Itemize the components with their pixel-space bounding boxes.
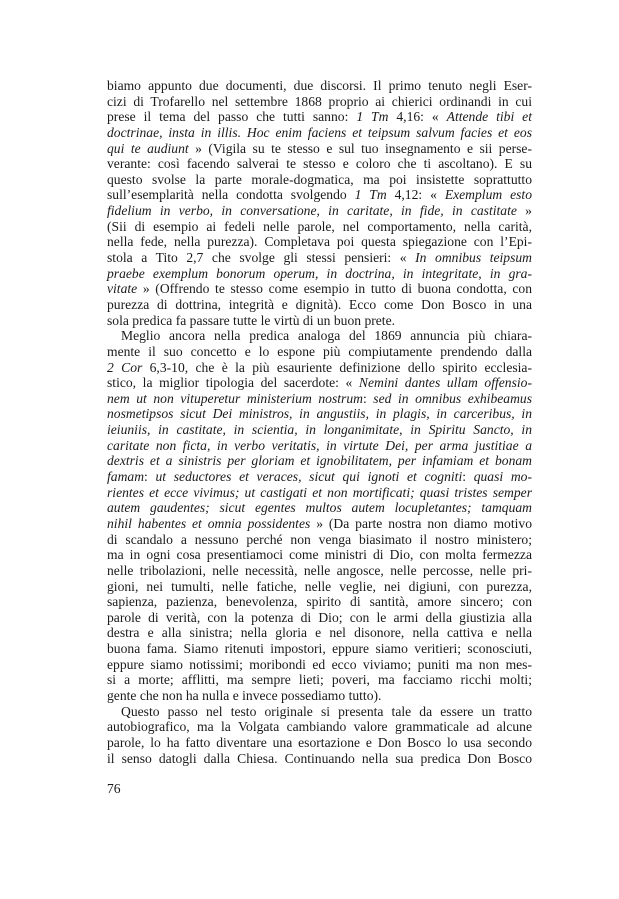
text-segment: » (Da parte nostra non diamo motivo bbox=[310, 515, 532, 531]
italic-quote-segment: rientes et ecce vivimus; ut castigati et non mortificati; quasi tristes semper bbox=[107, 484, 532, 500]
text-segment: sola predica fa passare tutte le virtù di un buon prete. bbox=[107, 312, 396, 328]
text-segment: biamo appunto due documenti, due discorsi. Il primo tenuto negli Eser- bbox=[107, 78, 532, 93]
page-number: 76 bbox=[107, 781, 121, 796]
text-segment: » (Offrendo te stesso come esempio in tutto di buona condotta, con bbox=[137, 281, 532, 297]
text-segment: Meglio ancora nella predica analoga del 1869 annuncia più chiara- bbox=[121, 328, 532, 344]
text-segment: cizi di Trofarello nel settembre 1868 proprio ai chierici ordinandi in cui bbox=[107, 93, 532, 109]
text-line bbox=[107, 579, 532, 595]
italic-quote-segment: famam bbox=[107, 469, 145, 485]
text-line bbox=[107, 313, 532, 329]
italic-quote-segment: 2 Cor bbox=[107, 359, 143, 375]
text-segment: il senso datogli dalla Chiesa. Continuando nella sua predica Don Bosco bbox=[107, 750, 532, 766]
text-segment: autobiografico, ma la Volgata cambiando valore grammaticale ad alcune bbox=[107, 719, 532, 735]
italic-quote-segment: nosmetipsos sicut Dei ministros, in angustiis, in plagis, in carceribus, in bbox=[107, 406, 532, 422]
text-line bbox=[107, 438, 532, 454]
italic-quote-segment: vitate bbox=[107, 281, 138, 297]
text-line bbox=[107, 688, 532, 704]
text-line bbox=[107, 281, 532, 297]
text-line bbox=[107, 485, 532, 501]
text-segment: questo svolse la parte morale-dogmatica, ma poi insistette soprattutto bbox=[107, 171, 532, 187]
text-line bbox=[107, 422, 532, 438]
text-segment: gioni, nei tumulti, nelle fatiche, nelle veglie, nei digiuni, con purezza, bbox=[107, 578, 532, 594]
text-segment: : bbox=[362, 390, 374, 406]
text-line bbox=[107, 78, 532, 94]
text-line bbox=[107, 594, 532, 610]
text-segment: eppure siamo notissimi; moribondi ed ecco viviamo; puniti ma non mes- bbox=[107, 656, 532, 672]
italic-quote-segment: caritate non ficta, in verbo veritatis, in virtute Dei, per arma justitiae a bbox=[107, 437, 532, 453]
italic-quote-segment: nihil habentes et omnia possidentes bbox=[107, 515, 311, 531]
text-segment: Questo passo nel testo originale si presenta tale da essere un tratto bbox=[121, 703, 532, 719]
italic-quote-segment: 1 Tm bbox=[356, 109, 389, 125]
italic-quote-segment: 1 Tm bbox=[354, 187, 387, 203]
text-line bbox=[107, 625, 532, 641]
text-segment: 4,12: « bbox=[386, 187, 445, 203]
text-segment: sapienza, pazienza, benevolenza, spirito di santità, amore sincero; con bbox=[107, 594, 532, 610]
italic-quote-segment: sed in omnibus exhibeamus bbox=[373, 390, 532, 406]
italic-quote-segment: doctrinae, insta in illis. Hoc enim faciens et teipsum salvum facies et eos bbox=[107, 124, 532, 140]
text-segment: purezza di dottrina, integrità e dignità). Ecco come Don Bosco in una bbox=[107, 296, 532, 312]
italic-quote-segment: qui te audiunt bbox=[107, 140, 189, 156]
text-segment: buona fama. Siamo ritenuti impostori, eppure siamo veritieri; sconosciuti, bbox=[107, 641, 532, 657]
text-segment: 6,3-10, che è la più esauriente definizione dello spirito ecclesia- bbox=[142, 359, 532, 375]
text-line bbox=[107, 360, 532, 376]
text-line bbox=[107, 391, 532, 407]
text-segment: ma in ogni cosa presentiamoci come ministri di Dio, con molta fermezza bbox=[107, 547, 532, 563]
text-line bbox=[107, 266, 532, 282]
text-line bbox=[107, 375, 532, 391]
text-segment: nelle tribolazioni, nelle necessità, nelle angosce, nelle percosse, nelle pri- bbox=[107, 562, 532, 578]
italic-quote-segment: Attende tibi et bbox=[446, 109, 532, 125]
text-line bbox=[107, 704, 532, 720]
text-line bbox=[107, 234, 532, 250]
text-line bbox=[107, 453, 532, 469]
text-line bbox=[107, 328, 532, 344]
italic-quote-segment: Nemini dantes ullam offensio- bbox=[358, 375, 532, 391]
text-line bbox=[107, 219, 532, 235]
italic-quote-segment: nem ut non vituperetur ministerium nostrum bbox=[107, 390, 363, 406]
text-line bbox=[107, 172, 532, 188]
text-line bbox=[107, 187, 532, 203]
text-segment: di scandalo a nessuno perché non venga biasimato il nostro ministero; bbox=[107, 531, 532, 547]
text-segment: nella fede, nella purezza). Completava poi questa spiegazione con l’Epi- bbox=[107, 234, 532, 250]
text-line bbox=[107, 532, 532, 548]
italic-quote-segment: quasi mo- bbox=[473, 469, 532, 485]
text-line bbox=[107, 657, 532, 673]
italic-quote-segment: ut seductores et veraces, sicut qui ignoti et cogniti bbox=[155, 469, 463, 485]
text-segment: (Sii di esempio ai fedeli nelle parole, nel comportamento, nella carità, bbox=[107, 218, 532, 234]
text-line bbox=[107, 735, 532, 751]
italic-quote-segment: Exemplum esto bbox=[444, 187, 533, 203]
text-line bbox=[107, 141, 532, 157]
text-line bbox=[107, 250, 532, 266]
text-segment: si a morte; afflitti, ma sempre lieti; poveri, ma facciamo ricchi molti; bbox=[107, 672, 532, 688]
text-line bbox=[107, 406, 532, 422]
text-segment: parole di verità, con la potenza di Dio; con le armi della giustizia alla bbox=[107, 609, 532, 625]
text-segment: » bbox=[516, 203, 532, 219]
text-segment: gente che non ha nulla e invece possediamo tutto). bbox=[107, 687, 382, 703]
text-line bbox=[107, 719, 532, 735]
text-line bbox=[107, 156, 532, 172]
text-segment: sull’esemplarità nella condotta svolgendo bbox=[107, 187, 355, 203]
text-line bbox=[107, 469, 532, 485]
body-text bbox=[107, 78, 532, 766]
text-segment: stola a Tito 2,7 che svolge gli stessi pensieri: « bbox=[107, 250, 416, 266]
italic-quote-segment: fidelium in verbo, in conversatione, in caritate, in fide, in castitate bbox=[107, 203, 517, 219]
text-segment: prese il tema del passo che tutti sanno: bbox=[107, 109, 357, 125]
text-line bbox=[107, 94, 532, 110]
text-line bbox=[107, 109, 532, 125]
text-line bbox=[107, 516, 532, 532]
text-segment: : bbox=[144, 469, 156, 485]
text-line bbox=[107, 672, 532, 688]
italic-quote-segment: In omnibus teipsum bbox=[415, 250, 532, 266]
text-line bbox=[107, 751, 532, 767]
text-line bbox=[107, 203, 532, 219]
text-segment: verante: così facendo salverai te stesso e coloro che ti ascoltano). E su bbox=[107, 156, 532, 172]
text-segment: parole, lo ha fatto diventare una esortazione e Don Bosco lo usa secondo bbox=[107, 734, 532, 750]
italic-quote-segment: dextris et a sinistris per gloriam et ignobilitatem, per infamiam et bonam bbox=[107, 453, 532, 469]
text-line bbox=[107, 610, 532, 626]
italic-quote-segment: praebe exemplum bonorum operum, in doctrina, in integritate, in gra- bbox=[107, 265, 532, 281]
text-segment: destra e alla sinistra; nella gloria e nel disonore, nella cattiva e nella bbox=[107, 625, 532, 641]
text-segment: stico, la miglior tipologia del sacerdote: « bbox=[107, 375, 359, 391]
italic-quote-segment: autem gaudentes; sicut egentes multos autem locupletantes; tamquam bbox=[107, 500, 532, 516]
text-line bbox=[107, 500, 532, 516]
text-segment: » (Vigila su te stesso e sul tuo insegnamento e sii perse- bbox=[188, 140, 532, 156]
text-line bbox=[107, 547, 532, 563]
italic-quote-segment: ieiuniis, in castitate, in scientia, in longanimitate, in Spiritu Sancto, in bbox=[107, 422, 532, 438]
text-line bbox=[107, 563, 532, 579]
text-segment: 4,16: « bbox=[388, 109, 447, 125]
text-line bbox=[107, 125, 532, 141]
text-segment: mente il suo concetto e lo espone più compiutamente prendendo dalla bbox=[107, 343, 532, 359]
text-line bbox=[107, 344, 532, 360]
text-line bbox=[107, 641, 532, 657]
text-line bbox=[107, 297, 532, 313]
text-segment: : bbox=[462, 469, 474, 485]
